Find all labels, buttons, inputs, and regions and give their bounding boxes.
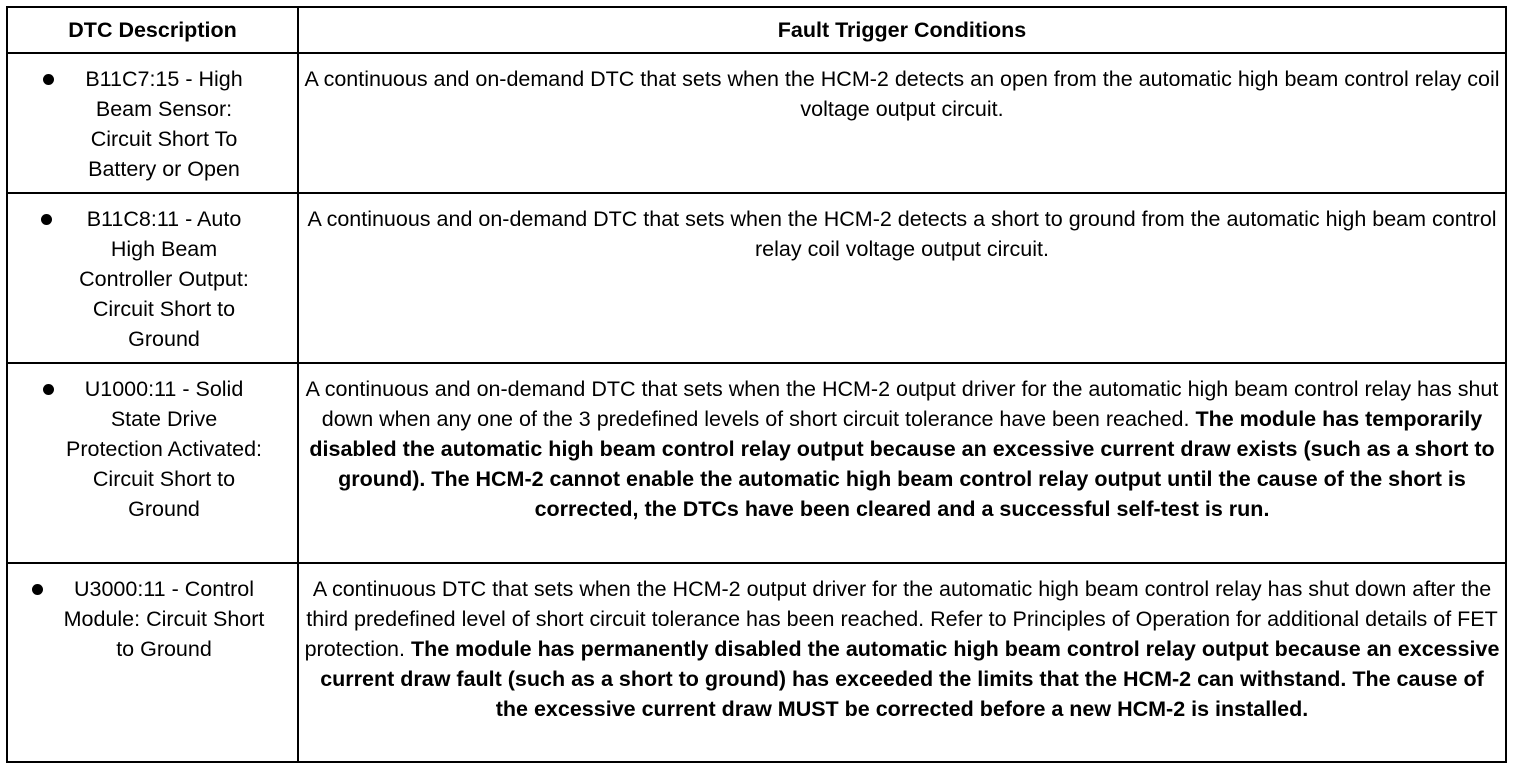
condition-text: A continuous and on-demand DTC that sets when the HCM-2 detects a short to ground from the automatic high beam control relay coil voltage output circuit. (307, 207, 1497, 261)
condition-bold-text: The module has temporarily disabled the automatic high beam control relay output because an excessive current draw exists (such as a short to ground). The HCM-2 cannot enable the automatic high beam control relay output until the cause of the short is corrected, the DTCs have been cleared and a successful self-test is run. (309, 407, 1495, 521)
condition-text: A continuous DTC that sets when the HCM-2 output driver for the automatic high beam control relay has shut down after the third predefined level of short circuit tolerance has been reached. Refer to Principles of Operation for additional details of FET protection. (304, 577, 1498, 661)
condition-text: A continuous and on-demand DTC that sets when the HCM-2 detects an open from the automatic high beam control relay coil voltage output circuit. (304, 67, 1500, 121)
fault-condition-cell (298, 53, 1506, 193)
dtc-description-cell (7, 363, 298, 563)
dtc-description-text: U1000:11 - Solid State Drive Protection Activated: Circuit Short to Ground (66, 377, 262, 521)
dtc-description-text: B11C7:15 - High Beam Sensor: Circuit Short To Battery or Open (85, 67, 243, 181)
bullet-icon (32, 584, 43, 595)
table-row (7, 563, 1506, 762)
fault-condition-cell (298, 193, 1506, 363)
dtc-description-cell (7, 563, 298, 762)
dtc-description-cell (7, 53, 298, 193)
dtc-description-cell (7, 193, 298, 363)
bullet-icon (43, 384, 54, 395)
fault-condition-cell (298, 563, 1506, 762)
table-row (7, 53, 1506, 193)
dtc-description-text: B11C8:11 - Auto High Beam Controller Output: Circuit Short to Ground (79, 207, 249, 351)
table-row (7, 363, 1506, 563)
condition-bold-text: The module has permanently disabled the automatic high beam control relay output because an excessive current draw fault (such as a short to ground) has exceeded the limits that the HCM-2 can withstand. The cause of the excessive current draw MUST be corrected before a new HCM-2 is installed. (320, 637, 1500, 721)
bullet-icon (43, 74, 54, 85)
condition-text: A continuous and on-demand DTC that sets when the HCM-2 output driver for the automatic high beam control relay has shut down when any one of the 3 predefined levels of short circuit tolerance have been reached. (305, 377, 1499, 431)
header-fault-trigger-conditions: Fault Trigger Conditions (298, 7, 1506, 53)
table-row (7, 193, 1506, 363)
fault-condition-cell (298, 363, 1506, 563)
dtc-table (6, 6, 1507, 763)
dtc-description-text: U3000:11 - Control Module: Circuit Short to Ground (63, 577, 265, 661)
bullet-icon (41, 214, 52, 225)
header-row (7, 7, 1506, 53)
header-dtc-description: DTC Description (7, 7, 298, 53)
